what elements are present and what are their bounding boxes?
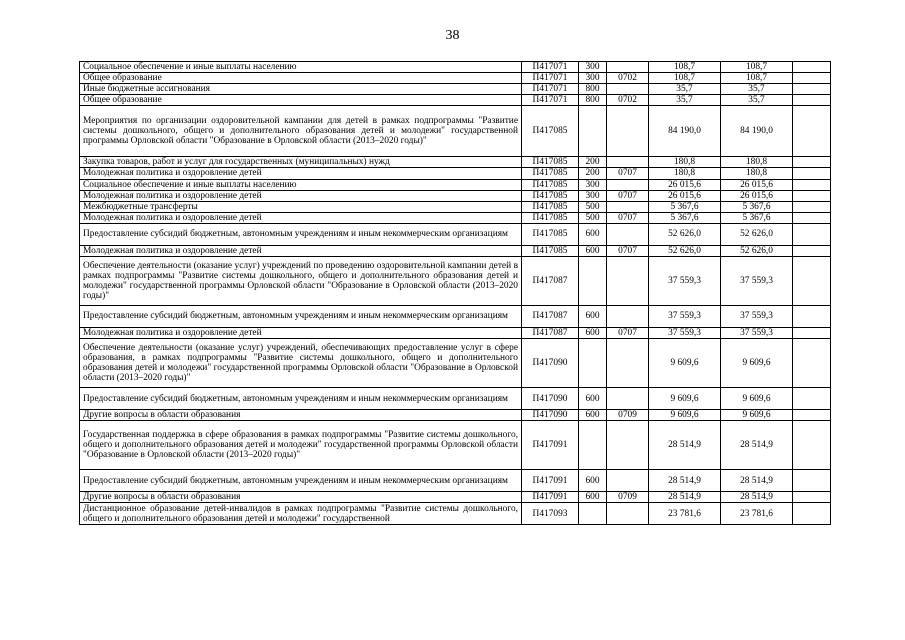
budget-table-body <box>80 62 831 525</box>
table-row <box>80 503 831 525</box>
expense-type-cell: 300 <box>579 62 607 73</box>
empty-cell <box>793 328 831 339</box>
amount-cell: 28 514,9 <box>649 421 721 470</box>
amount-cell: 26 015,6 <box>721 190 793 201</box>
table-row <box>80 201 831 212</box>
target-code-cell: П417091 <box>522 421 579 470</box>
amount-cell: 108,7 <box>721 62 793 73</box>
target-code-cell: П417071 <box>522 84 579 95</box>
amount-cell: 28 514,9 <box>721 421 793 470</box>
table-row <box>80 410 831 421</box>
target-code-cell: П417085 <box>522 106 579 157</box>
expense-type-cell: 600 <box>579 328 607 339</box>
row-name-cell: Дистанционное образование детей-инвалидов в рамках подпрограммы "Развитие системы дошкольного, общего и дополнительного образования детей и молодежи" государственной <box>80 503 522 525</box>
amount-cell: 37 559,3 <box>721 328 793 339</box>
amount-cell: 26 015,6 <box>721 179 793 190</box>
expense-type-cell: 600 <box>579 388 607 410</box>
section-code-cell: 0702 <box>607 95 649 106</box>
expense-type-cell: 800 <box>579 84 607 95</box>
table-row <box>80 492 831 503</box>
section-code-cell <box>607 157 649 168</box>
section-code-cell: 0702 <box>607 73 649 84</box>
amount-cell: 35,7 <box>649 84 721 95</box>
expense-type-cell: 300 <box>579 73 607 84</box>
section-code-cell <box>607 84 649 95</box>
row-name-cell: Общее образование <box>80 73 522 84</box>
expense-type-cell <box>579 106 607 157</box>
table-row <box>80 223 831 245</box>
table-row <box>80 212 831 223</box>
expense-type-cell: 300 <box>579 179 607 190</box>
amount-cell: 35,7 <box>649 95 721 106</box>
amount-cell: 28 514,9 <box>721 470 793 492</box>
amount-cell: 9 609,6 <box>721 388 793 410</box>
row-name-cell: Молодежная политика и оздоровление детей <box>80 245 522 256</box>
amount-cell: 5 367,6 <box>649 212 721 223</box>
row-name-cell: Мероприятия по организации оздоровительной кампании для детей в рамках подпрограммы "Развитие системы дошкольного, общего и дополнительного образования детей и молодежи" государственной программы Орловской области "Образование в Орловской области (2013–2020 годы)" <box>80 106 522 157</box>
target-code-cell: П417087 <box>522 328 579 339</box>
empty-cell <box>793 339 831 388</box>
row-name-cell: Другие вопросы в области образования <box>80 492 522 503</box>
section-code-cell <box>607 421 649 470</box>
amount-cell: 23 781,6 <box>721 503 793 525</box>
empty-cell <box>793 245 831 256</box>
expense-type-cell: 500 <box>579 201 607 212</box>
target-code-cell: П417085 <box>522 245 579 256</box>
section-code-cell <box>607 257 649 306</box>
row-name-cell: Социальное обеспечение и иные выплаты населению <box>80 62 522 73</box>
target-code-cell: П417071 <box>522 95 579 106</box>
table-row <box>80 95 831 106</box>
table-row <box>80 328 831 339</box>
empty-cell <box>793 168 831 179</box>
amount-cell: 84 190,0 <box>649 106 721 157</box>
row-name-cell: Обеспечение деятельности (оказание услуг) учреждений, обеспечивающих предоставление услуг в сфере образования, в рамках подпрограммы "Развитие системы дошкольного, общего и дополнительного образования детей и молодежи" государственной программы Орловской области "Образование в Орловской области (2013–2020 годы)" <box>80 339 522 388</box>
amount-cell: 28 514,9 <box>649 492 721 503</box>
expense-type-cell <box>579 339 607 388</box>
table-row <box>80 257 831 306</box>
target-code-cell: П417090 <box>522 410 579 421</box>
amount-cell: 52 626,0 <box>649 223 721 245</box>
empty-cell <box>793 62 831 73</box>
amount-cell: 9 609,6 <box>721 410 793 421</box>
expense-type-cell <box>579 503 607 525</box>
table-row <box>80 245 831 256</box>
row-name-cell: Закупка товаров, работ и услуг для государственных (муниципальных) нужд <box>80 157 522 168</box>
amount-cell: 108,7 <box>649 73 721 84</box>
table-row <box>80 388 831 410</box>
target-code-cell: П417093 <box>522 503 579 525</box>
empty-cell <box>793 388 831 410</box>
target-code-cell: П417085 <box>522 190 579 201</box>
amount-cell: 180,8 <box>649 157 721 168</box>
section-code-cell <box>607 106 649 157</box>
empty-cell <box>793 157 831 168</box>
section-code-cell <box>607 201 649 212</box>
section-code-cell: 0707 <box>607 190 649 201</box>
target-code-cell: П417085 <box>522 157 579 168</box>
expense-type-cell <box>579 257 607 306</box>
target-code-cell: П417085 <box>522 168 579 179</box>
amount-cell: 5 367,6 <box>721 201 793 212</box>
empty-cell <box>793 503 831 525</box>
target-code-cell: П417085 <box>522 179 579 190</box>
table-row <box>80 73 831 84</box>
amount-cell: 180,8 <box>649 168 721 179</box>
amount-cell: 9 609,6 <box>649 410 721 421</box>
expense-type-cell: 600 <box>579 470 607 492</box>
row-name-cell: Социальное обеспечение и иные выплаты населению <box>80 179 522 190</box>
target-code-cell: П417085 <box>522 212 579 223</box>
amount-cell: 26 015,6 <box>649 179 721 190</box>
section-code-cell <box>607 470 649 492</box>
empty-cell <box>793 201 831 212</box>
empty-cell <box>793 179 831 190</box>
amount-cell: 37 559,3 <box>721 306 793 328</box>
amount-cell: 5 367,6 <box>649 201 721 212</box>
target-code-cell: П417087 <box>522 306 579 328</box>
table-row <box>80 168 831 179</box>
target-code-cell: П417085 <box>522 201 579 212</box>
section-code-cell: 0707 <box>607 168 649 179</box>
empty-cell <box>793 212 831 223</box>
amount-cell: 9 609,6 <box>649 388 721 410</box>
row-name-cell: Общее образование <box>80 95 522 106</box>
expense-type-cell: 600 <box>579 306 607 328</box>
amount-cell: 37 559,3 <box>721 257 793 306</box>
row-name-cell: Обеспечение деятельности (оказание услуг) учреждений по проведению оздоровительной кампании детей в рамках подпрограммы "Развитие системы дошкольного, общего и дополнительного образования детей и молодежи" государственной программы Орловской области "Образование в Орловской области (2013–2020 годы)" <box>80 257 522 306</box>
section-code-cell <box>607 62 649 73</box>
row-name-cell: Межбюджетные трансферты <box>80 201 522 212</box>
row-name-cell: Предоставление субсидий бюджетным, автономным учреждениям и иным некоммерческим организациям <box>80 223 522 245</box>
amount-cell: 37 559,3 <box>649 328 721 339</box>
amount-cell: 26 015,6 <box>649 190 721 201</box>
page-number: 38 <box>445 28 460 43</box>
table-row <box>80 179 831 190</box>
section-code-cell: 0707 <box>607 328 649 339</box>
empty-cell <box>793 223 831 245</box>
target-code-cell: П417071 <box>522 62 579 73</box>
expense-type-cell: 600 <box>579 223 607 245</box>
section-code-cell <box>607 306 649 328</box>
amount-cell: 52 626,0 <box>721 223 793 245</box>
empty-cell <box>793 421 831 470</box>
empty-cell <box>793 106 831 157</box>
expense-type-cell <box>579 421 607 470</box>
row-name-cell: Предоставление субсидий бюджетным, автономным учреждениям и иным некоммерческим организациям <box>80 388 522 410</box>
target-code-cell: П417091 <box>522 492 579 503</box>
section-code-cell: 0707 <box>607 212 649 223</box>
row-name-cell: Молодежная политика и оздоровление детей <box>80 212 522 223</box>
expense-type-cell: 600 <box>579 410 607 421</box>
target-code-cell: П417091 <box>522 470 579 492</box>
empty-cell <box>793 410 831 421</box>
empty-cell <box>793 306 831 328</box>
row-name-cell: Предоставление субсидий бюджетным, автономным учреждениям и иным некоммерческим организациям <box>80 470 522 492</box>
empty-cell <box>793 84 831 95</box>
amount-cell: 28 514,9 <box>649 470 721 492</box>
target-code-cell: П417087 <box>522 257 579 306</box>
row-name-cell: Молодежная политика и оздоровление детей <box>80 328 522 339</box>
expense-type-cell: 500 <box>579 212 607 223</box>
section-code-cell <box>607 223 649 245</box>
amount-cell: 84 190,0 <box>721 106 793 157</box>
amount-cell: 37 559,3 <box>649 306 721 328</box>
amount-cell: 180,8 <box>721 168 793 179</box>
table-row <box>80 339 831 388</box>
target-code-cell: П417071 <box>522 73 579 84</box>
table-row <box>80 190 831 201</box>
empty-cell <box>793 470 831 492</box>
target-code-cell: П417090 <box>522 339 579 388</box>
section-code-cell: 0709 <box>607 492 649 503</box>
section-code-cell <box>607 179 649 190</box>
amount-cell: 180,8 <box>721 157 793 168</box>
expense-type-cell: 300 <box>579 190 607 201</box>
section-code-cell: 0707 <box>607 245 649 256</box>
row-name-cell: Молодежная политика и оздоровление детей <box>80 190 522 201</box>
expense-type-cell: 600 <box>579 492 607 503</box>
section-code-cell <box>607 388 649 410</box>
expense-type-cell: 200 <box>579 157 607 168</box>
expense-type-cell: 200 <box>579 168 607 179</box>
row-name-cell: Другие вопросы в области образования <box>80 410 522 421</box>
section-code-cell <box>607 503 649 525</box>
table-row <box>80 62 831 73</box>
amount-cell: 37 559,3 <box>649 257 721 306</box>
amount-cell: 52 626,0 <box>721 245 793 256</box>
row-name-cell: Иные бюджетные ассигнования <box>80 84 522 95</box>
amount-cell: 52 626,0 <box>649 245 721 256</box>
amount-cell: 23 781,6 <box>649 503 721 525</box>
row-name-cell: Предоставление субсидий бюджетным, автономным учреждениям и иным некоммерческим организациям <box>80 306 522 328</box>
section-code-cell <box>607 339 649 388</box>
empty-cell <box>793 73 831 84</box>
table-row <box>80 157 831 168</box>
table-row <box>80 106 831 157</box>
amount-cell: 35,7 <box>721 84 793 95</box>
table-row <box>80 84 831 95</box>
empty-cell <box>793 95 831 106</box>
table-row <box>80 306 831 328</box>
empty-cell <box>793 190 831 201</box>
amount-cell: 28 514,9 <box>721 492 793 503</box>
amount-cell: 5 367,6 <box>721 212 793 223</box>
amount-cell: 9 609,6 <box>721 339 793 388</box>
expense-type-cell: 600 <box>579 245 607 256</box>
table-row <box>80 470 831 492</box>
section-code-cell: 0709 <box>607 410 649 421</box>
target-code-cell: П417085 <box>522 223 579 245</box>
budget-table <box>79 61 831 525</box>
row-name-cell: Государственная поддержка в сфере образования в рамках подпрограммы "Развитие системы дошкольного, общего и дополнительного образования детей и молодежи" государственной программы Орловской области "Образование в Орловской области (2013–2020 годы)" <box>80 421 522 470</box>
table-row <box>80 421 831 470</box>
amount-cell: 35,7 <box>721 95 793 106</box>
target-code-cell: П417090 <box>522 388 579 410</box>
amount-cell: 9 609,6 <box>649 339 721 388</box>
empty-cell <box>793 492 831 503</box>
amount-cell: 108,7 <box>649 62 721 73</box>
expense-type-cell: 800 <box>579 95 607 106</box>
row-name-cell: Молодежная политика и оздоровление детей <box>80 168 522 179</box>
empty-cell <box>793 257 831 306</box>
amount-cell: 108,7 <box>721 73 793 84</box>
